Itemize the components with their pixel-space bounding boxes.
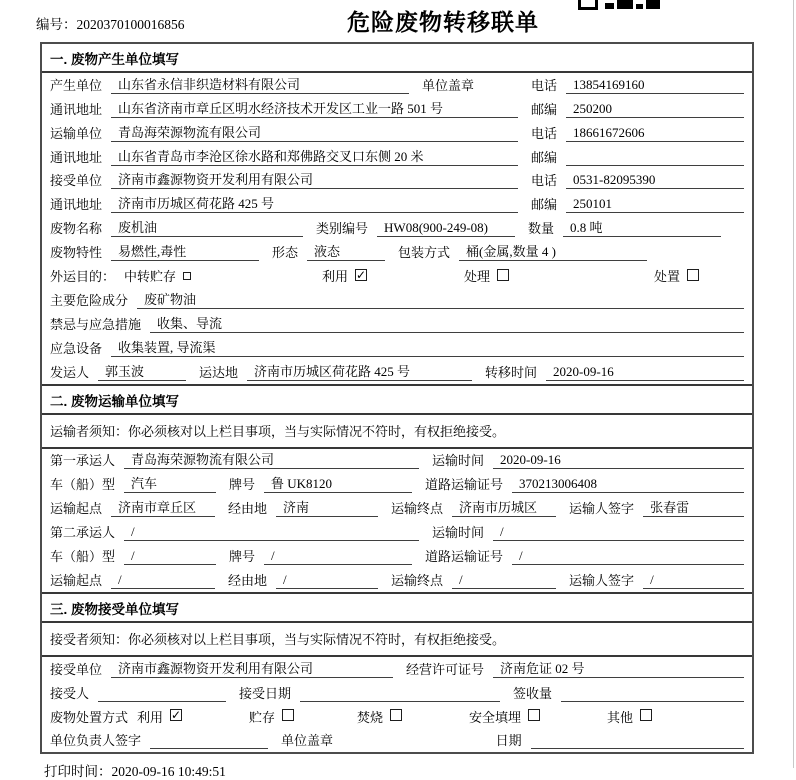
field-blank bbox=[98, 684, 226, 702]
field-value bbox=[512, 475, 744, 493]
field-label: 禁忌与应急措施 bbox=[50, 316, 142, 332]
field-label: 类别编号 bbox=[316, 221, 369, 237]
checkbox-option bbox=[124, 266, 322, 285]
field-label: 接受人 bbox=[50, 685, 90, 701]
field-text: 0531-82095390 bbox=[573, 172, 656, 188]
field-value bbox=[111, 571, 215, 589]
field-value bbox=[566, 76, 744, 94]
field-text: / bbox=[519, 548, 523, 564]
field-text: 13854169160 bbox=[573, 76, 645, 92]
field-value bbox=[111, 337, 744, 357]
field-text: 鲁 UK8120 bbox=[271, 476, 333, 492]
form-row bbox=[42, 97, 752, 121]
field-text: / bbox=[459, 571, 463, 587]
field-label: 通讯地址 bbox=[50, 197, 103, 213]
form-row bbox=[42, 73, 752, 97]
field-label: 包装方式 bbox=[398, 245, 451, 261]
field-label: 签收量 bbox=[513, 685, 553, 701]
field-label: 牌号 bbox=[229, 477, 256, 493]
form-row bbox=[42, 496, 752, 520]
checkbox-empty-icon bbox=[687, 269, 699, 281]
checkbox-label: 处置 bbox=[654, 269, 681, 285]
field-value bbox=[137, 289, 744, 309]
field-label: 废物处置方式 bbox=[50, 709, 129, 725]
field-text: HW08(900-249-08) bbox=[384, 220, 489, 236]
checkbox-option bbox=[654, 266, 699, 285]
section-producer bbox=[42, 44, 752, 384]
field-value bbox=[124, 547, 216, 565]
field-label: 废物名称 bbox=[50, 221, 103, 237]
field-value bbox=[111, 74, 409, 94]
field-label: 通讯地址 bbox=[50, 101, 103, 117]
checkbox-option bbox=[469, 707, 607, 726]
field-text: / bbox=[271, 548, 275, 564]
field-value bbox=[111, 193, 518, 213]
section-title: 二. 废物运输单位填写 bbox=[42, 384, 752, 415]
field-text: 收集、导流 bbox=[157, 315, 223, 331]
field-value bbox=[111, 169, 518, 189]
field-value bbox=[111, 217, 303, 237]
field-value bbox=[546, 363, 744, 381]
field-value bbox=[124, 473, 216, 493]
field-label: 转移时间 bbox=[485, 364, 538, 380]
checkbox-checked-icon: ✓ bbox=[356, 267, 367, 282]
field-value bbox=[111, 241, 259, 261]
checkbox-option bbox=[607, 707, 652, 726]
serial-label: 编号： bbox=[36, 17, 77, 32]
field-label: 经由地 bbox=[228, 501, 268, 517]
serial-number: 2020370100016856 bbox=[76, 17, 185, 32]
print-time-line bbox=[44, 760, 796, 780]
field-text: 250200 bbox=[573, 100, 612, 116]
field-label: 邮编 bbox=[530, 101, 557, 117]
field-label: 主要危险成分 bbox=[50, 292, 129, 308]
field-label: 单位盖章 bbox=[281, 733, 334, 749]
field-value bbox=[493, 451, 744, 469]
form-row bbox=[42, 121, 752, 145]
field-text: / bbox=[118, 571, 122, 587]
form-row bbox=[42, 657, 752, 681]
field-label: 经由地 bbox=[228, 572, 268, 588]
field-blank bbox=[561, 684, 744, 702]
field-value bbox=[124, 523, 419, 541]
print-time-value: 2020-09-16 10:49:51 bbox=[111, 764, 226, 780]
field-value bbox=[247, 361, 472, 381]
field-value bbox=[276, 571, 378, 589]
field-text: / bbox=[650, 571, 654, 587]
field-label: 经营许可证号 bbox=[406, 661, 485, 677]
field-text: 18661672606 bbox=[573, 124, 645, 140]
field-text: 济南市历城区 bbox=[459, 500, 538, 516]
field-blank bbox=[300, 684, 500, 702]
field-value bbox=[377, 219, 515, 237]
section-transporter bbox=[42, 384, 752, 592]
field-text: 济南市历城区荷花路 425 号 bbox=[254, 363, 411, 379]
checkbox-checked-icon: ✓ bbox=[171, 708, 182, 723]
field-blank bbox=[150, 731, 268, 749]
field-text: 济南市历城区荷花路 425 号 bbox=[118, 196, 275, 212]
checkbox-option bbox=[464, 266, 654, 285]
field-text: 济南市鑫源物资开发利用有限公司 bbox=[118, 660, 314, 676]
section-receiver bbox=[42, 592, 752, 753]
field-text: 山东省济南市章丘区明水经济技术开发区工业一路 501 号 bbox=[118, 100, 444, 116]
checkbox-option bbox=[322, 266, 464, 285]
form-row bbox=[42, 472, 752, 496]
checkbox-empty-icon bbox=[497, 269, 509, 281]
checkbox-empty-icon bbox=[640, 709, 652, 721]
field-value bbox=[111, 658, 393, 678]
field-value bbox=[150, 313, 744, 333]
field-label: 车（船）型 bbox=[50, 477, 116, 493]
checkbox-label: 贮存 bbox=[249, 709, 276, 725]
field-text: 青岛海荣源物流有限公司 bbox=[118, 124, 262, 140]
checkbox-label: 安全填埋 bbox=[469, 709, 522, 725]
field-text: 桶(金属,数量 4 ) bbox=[466, 244, 556, 260]
field-label: 运输终点 bbox=[391, 572, 444, 588]
field-text: 2020-09-16 bbox=[553, 363, 614, 379]
field-value bbox=[643, 571, 744, 589]
checkbox-empty-icon bbox=[183, 272, 191, 280]
form-row bbox=[42, 520, 752, 544]
notice-row: 运输者须知：你必须核对以上栏目事项，当与实际情况不符时，有权拒绝接受。 bbox=[42, 415, 752, 449]
form-row bbox=[42, 240, 752, 264]
field-text: 收集装置, 导流渠 bbox=[118, 339, 216, 355]
field-label: 牌号 bbox=[229, 549, 256, 565]
field-text: 易燃性,毒性 bbox=[118, 244, 187, 260]
field-text: 济南 bbox=[283, 500, 310, 516]
section-title: 一. 废物产生单位填写 bbox=[42, 44, 752, 73]
field-label: 单位负责人签字 bbox=[50, 733, 142, 749]
form-row bbox=[42, 216, 752, 240]
field-label: 运输起点 bbox=[50, 501, 103, 517]
checkbox-option bbox=[357, 707, 469, 726]
field-label: 发运人 bbox=[50, 364, 90, 380]
field-text: 山东省青岛市李沧区徐水路和郑佛路交叉口东侧 20 米 bbox=[118, 148, 424, 164]
field-label: 运输时间 bbox=[432, 453, 485, 469]
form-row bbox=[42, 192, 752, 216]
field-value bbox=[111, 146, 518, 166]
field-text: 郭玉波 bbox=[105, 363, 145, 379]
field-label: 运输终点 bbox=[391, 501, 444, 517]
field-text: 青岛海荣源物流有限公司 bbox=[131, 452, 275, 468]
document-header bbox=[0, 0, 796, 42]
form-row bbox=[42, 169, 752, 193]
form-row bbox=[42, 681, 752, 705]
checkbox-label: 利用 bbox=[137, 709, 164, 725]
field-label: 接受单位 bbox=[50, 173, 103, 189]
field-value bbox=[111, 122, 518, 142]
field-text: 济南市鑫源物资开发利用有限公司 bbox=[118, 172, 314, 188]
field-value bbox=[566, 100, 744, 118]
field-label: 邮编 bbox=[530, 197, 557, 213]
form-table bbox=[40, 42, 754, 754]
field-blank bbox=[531, 731, 744, 749]
field-value bbox=[566, 171, 744, 189]
field-text: 山东省永信非织造材料有限公司 bbox=[118, 76, 301, 92]
form-row bbox=[42, 360, 752, 384]
field-text: / bbox=[500, 524, 504, 540]
field-text: / bbox=[283, 571, 287, 587]
field-value bbox=[643, 497, 744, 517]
page-edge-line bbox=[793, 0, 794, 768]
field-label: 电话 bbox=[530, 77, 557, 93]
form-row bbox=[42, 729, 752, 753]
form-row bbox=[42, 145, 752, 169]
field-value bbox=[566, 195, 744, 213]
field-text: 250101 bbox=[573, 196, 612, 212]
field-text: 370213006408 bbox=[519, 476, 598, 492]
field-text: 2020-09-16 bbox=[500, 452, 561, 468]
field-text: 张春雷 bbox=[650, 500, 690, 516]
checkbox-label: 处理 bbox=[464, 269, 491, 285]
form-row bbox=[42, 705, 752, 729]
field-label: 接受单位 bbox=[50, 661, 103, 677]
form-row bbox=[42, 264, 752, 288]
field-text: 废矿物油 bbox=[144, 291, 197, 307]
field-label: 邮编 bbox=[530, 149, 557, 165]
field-label: 运达地 bbox=[199, 364, 239, 380]
checkbox-empty-icon bbox=[282, 709, 294, 721]
field-value bbox=[264, 547, 412, 565]
checkbox-empty-icon bbox=[528, 709, 540, 721]
field-label: 废物特性 bbox=[50, 245, 103, 261]
field-value bbox=[512, 547, 744, 565]
field-label: 车（船）型 bbox=[50, 549, 116, 565]
form-row bbox=[42, 568, 752, 592]
field-value bbox=[276, 497, 378, 517]
notice-row: 接受者须知：你必须核对以上栏目事项，当与实际情况不符时，有权拒绝接受。 bbox=[42, 623, 752, 657]
field-value bbox=[459, 241, 647, 261]
field-label: 日期 bbox=[495, 733, 522, 749]
form-row bbox=[42, 288, 752, 312]
checkbox-empty-icon bbox=[390, 709, 402, 721]
field-text: 0.8 吨 bbox=[570, 220, 603, 236]
form-row bbox=[42, 312, 752, 336]
field-value bbox=[124, 449, 419, 469]
field-value bbox=[566, 124, 744, 142]
print-time-label: 打印时间： bbox=[44, 764, 112, 780]
field-text: 济南市章丘区 bbox=[118, 500, 197, 516]
field-blank bbox=[566, 148, 744, 166]
field-value bbox=[111, 98, 518, 118]
field-value bbox=[452, 571, 556, 589]
field-value bbox=[264, 473, 412, 493]
field-value bbox=[111, 497, 215, 517]
field-label: 运输人签字 bbox=[569, 572, 635, 588]
field-text: 液态 bbox=[314, 244, 341, 260]
field-label: 道路运输证号 bbox=[425, 477, 504, 493]
checkbox-label: 其他 bbox=[607, 709, 634, 725]
field-label: 运输人签字 bbox=[569, 501, 635, 517]
field-value bbox=[98, 361, 186, 381]
field-text: 济南危证 02 号 bbox=[500, 660, 585, 676]
field-text: 废机油 bbox=[118, 220, 158, 236]
field-label: 接受日期 bbox=[239, 685, 292, 701]
form-row bbox=[42, 449, 752, 473]
field-text: / bbox=[131, 524, 135, 540]
field-value bbox=[307, 241, 385, 261]
field-label: 应急设备 bbox=[50, 340, 103, 356]
field-label: 单位盖章 bbox=[422, 77, 475, 93]
page-title: 危险废物转移联单 bbox=[347, 9, 539, 35]
field-text: 汽车 bbox=[131, 476, 158, 492]
field-label: 形态 bbox=[272, 245, 299, 261]
field-label: 第一承运人 bbox=[50, 453, 116, 469]
checkbox-label: 中转贮存 bbox=[124, 269, 177, 285]
field-value bbox=[493, 658, 744, 678]
field-label: 运输单位 bbox=[50, 125, 103, 141]
field-label: 第二承运人 bbox=[50, 525, 116, 541]
field-label: 电话 bbox=[530, 125, 557, 141]
field-label: 产生单位 bbox=[50, 77, 103, 93]
field-label: 运输时间 bbox=[432, 525, 485, 541]
form-row bbox=[42, 336, 752, 360]
checkbox-label: 焚烧 bbox=[357, 709, 384, 725]
checkbox-option bbox=[249, 707, 357, 726]
field-label: 道路运输证号 bbox=[425, 549, 504, 565]
section-title: 三. 废物接受单位填写 bbox=[42, 592, 752, 623]
form-row bbox=[42, 544, 752, 568]
field-label: 外运目的： bbox=[50, 269, 116, 285]
field-label: 电话 bbox=[530, 173, 557, 189]
checkbox-option bbox=[137, 707, 249, 726]
field-value bbox=[493, 523, 744, 541]
field-label: 通讯地址 bbox=[50, 149, 103, 165]
checkbox-label: 利用 bbox=[322, 269, 349, 285]
field-text: / bbox=[131, 548, 135, 564]
field-value bbox=[452, 497, 556, 517]
field-label: 运输起点 bbox=[50, 572, 103, 588]
field-value bbox=[563, 217, 721, 237]
field-label: 数量 bbox=[528, 221, 555, 237]
